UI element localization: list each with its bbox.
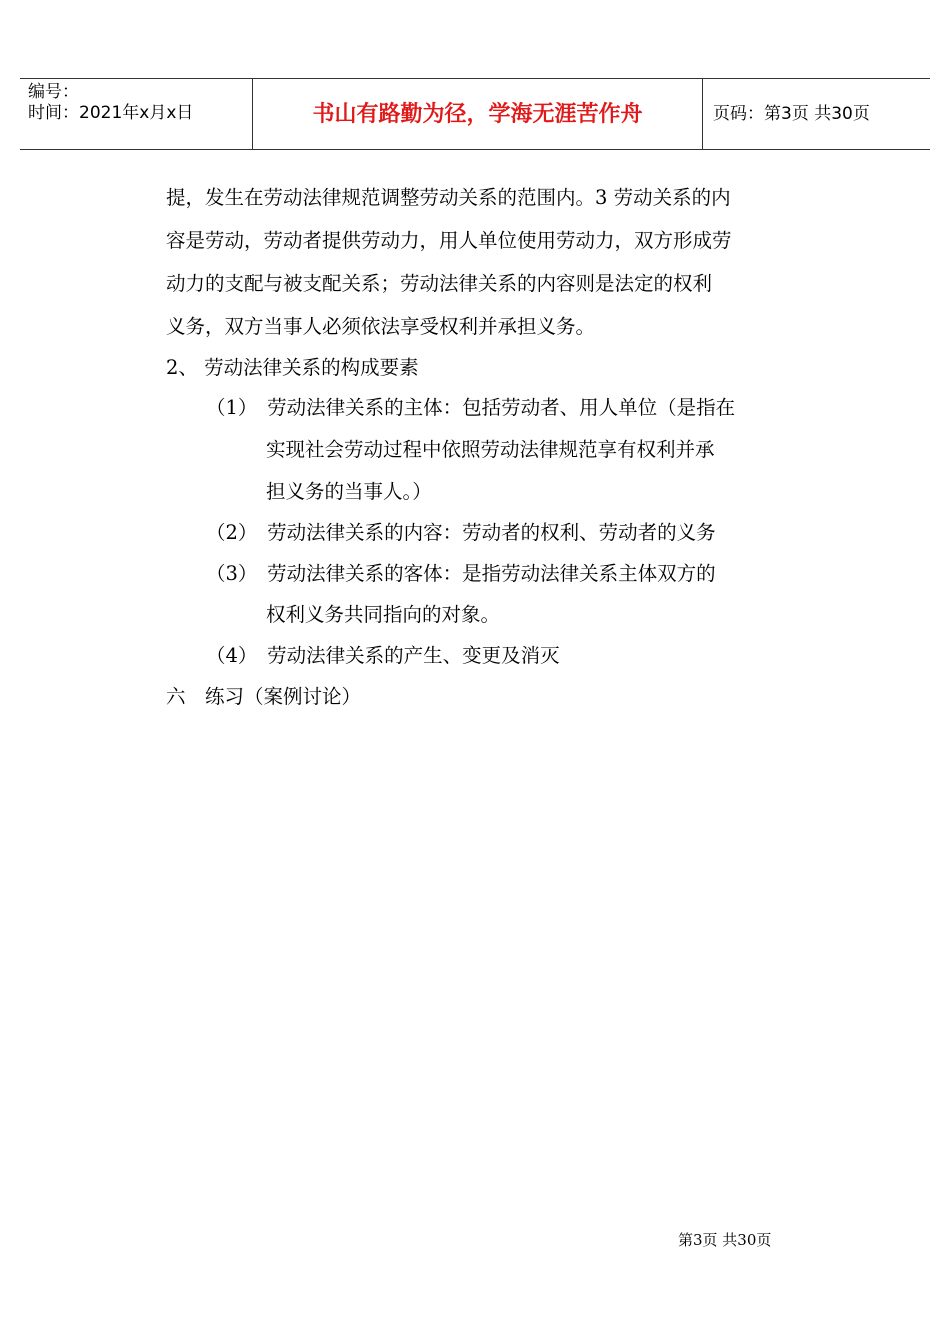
list-item-continuation: 担义务的当事人。） [266, 480, 432, 503]
list-item: （4） 劳动法律关系的产生、变更及消灭 [206, 644, 560, 667]
header-page-number: 页码：第3页 共30页 [713, 104, 870, 124]
section-heading: 2、 劳动法律关系的构成要素 [166, 356, 419, 379]
serial-number-label: 编号： [28, 82, 79, 102]
list-item-continuation: 实现社会劳动过程中依照劳动法律规范享有权利并承 [266, 438, 715, 461]
header-motto-cell [253, 79, 703, 149]
body-line: 义务，双方当事人必须依法享受权利并承担义务。 [166, 315, 596, 338]
body-line: 容是劳动，劳动者提供劳动力，用人单位使用劳动力，双方形成劳 [166, 229, 732, 252]
list-item: （2） 劳动法律关系的内容：劳动者的权利、劳动者的义务 [206, 521, 716, 544]
date-label: 时间：2021年x月x日 [28, 103, 194, 123]
header-page-cell [703, 79, 930, 149]
section-heading: 六 练习（案例讨论） [166, 685, 362, 708]
list-item-continuation: 权利义务共同指向的对象。 [266, 603, 501, 626]
motto-text: 书山有路勤为径，学海无涯苦作舟 [312, 102, 643, 127]
document-header [20, 78, 930, 150]
footer-page-number: 第3页 共30页 [678, 1231, 772, 1249]
body-line: 提，发生在劳动法律规范调整劳动关系的范围内。3 劳动关系的内 [166, 186, 731, 209]
list-item: （1） 劳动法律关系的主体：包括劳动者、用人单位（是指在 [206, 396, 736, 419]
header-left-cell [20, 79, 253, 149]
body-line: 动力的支配与被支配关系；劳动法律关系的内容则是法定的权利 [166, 272, 713, 295]
list-item: （3） 劳动法律关系的客体：是指劳动法律关系主体双方的 [206, 562, 716, 585]
